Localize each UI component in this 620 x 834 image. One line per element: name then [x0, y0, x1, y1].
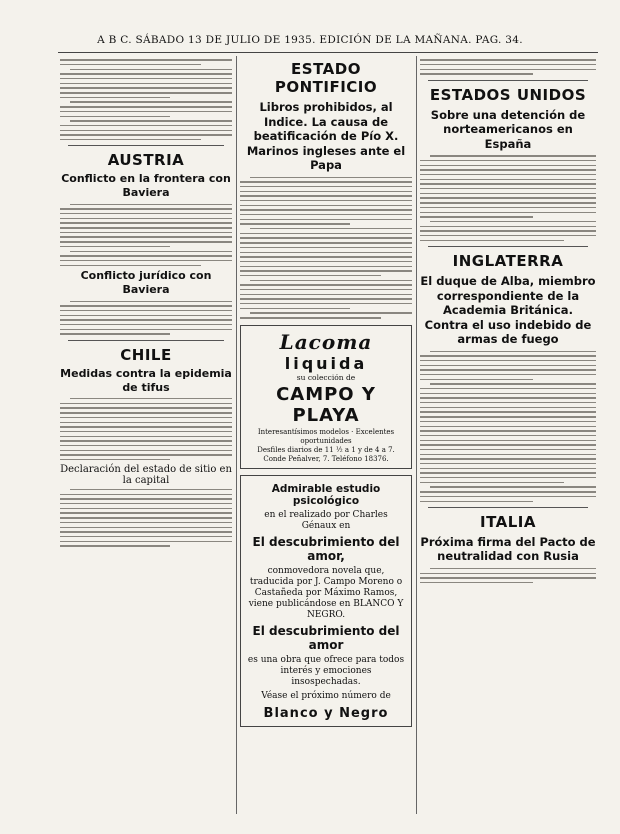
- ad-blanco-y-negro: Blanco y Negro: [263, 705, 389, 721]
- text-block: [420, 351, 596, 502]
- divider: [428, 507, 588, 508]
- ad-desfiles: Desfiles diarios de 11 ½ a 1 y de 4 a 7. Conde Peñalver, 7. Teléfono 18376.: [257, 445, 395, 463]
- text-block: [420, 568, 596, 583]
- ad-liquida: liquida: [284, 353, 368, 373]
- column-divider: [236, 56, 237, 814]
- text-block: [60, 59, 232, 140]
- ad-obra: es una obra que ofrece para todos interés y emociones insospechadas.: [247, 654, 405, 687]
- ad-conmovedora: conmovedora novela que, traducida por J. Campo Moreno o Castañeda por Máximo Ramos, viene publicándose en BLANCO Y NEGRO.: [248, 565, 404, 620]
- headline-italia: ITALIA: [479, 512, 536, 531]
- text-block: [420, 59, 596, 74]
- advertisement-lacoma: [240, 325, 412, 469]
- text-block: [240, 177, 412, 319]
- headline-estados-unidos: ESTADOS UNIDOS: [429, 85, 587, 104]
- header-rule: [58, 52, 598, 53]
- masthead-text: A B C. SÁBADO 13 DE JULIO DE 1935. EDICIÓN DE LA MAÑANA. PAG. 34.: [97, 34, 523, 46]
- divider: [428, 246, 588, 247]
- subhead-frontera: Conflicto en la frontera con Baviera: [61, 172, 231, 200]
- advertisement-blanco-negro: [240, 475, 412, 727]
- headline-estado-pontificio: ESTADO PONTIFICIO: [274, 60, 378, 96]
- ad-campo-playa: CAMPO Y PLAYA: [276, 383, 376, 426]
- ad-vease: Véase el próximo número de: [261, 690, 391, 701]
- ad-title-descubrimiento-2: El descubrimiento del amor: [252, 623, 400, 652]
- text-block: [60, 301, 232, 335]
- divider: [428, 80, 588, 81]
- headline-chile: CHILE: [120, 345, 172, 364]
- ad-admirable: Admirable estudio psicológico: [271, 482, 381, 507]
- ad-coleccion: su colección de: [296, 372, 356, 382]
- subhead-detencion: Sobre una detención de norteamericanos en España: [430, 107, 586, 151]
- divider: [68, 145, 224, 146]
- ad-title-descubrimiento: El descubrimiento del amor,: [252, 534, 400, 563]
- text-block: [60, 398, 232, 460]
- ad-realizado: en el realizado por Charles Génaux en: [264, 509, 388, 531]
- subhead-tifus: Medidas contra la epidemia de tifus: [60, 366, 232, 394]
- subhead-duque-alba: El duque de Alba, miembro correspondiente de la Academia Británica. Contra el uso indebido de armas de fuego: [420, 274, 596, 347]
- divider: [68, 340, 224, 341]
- ad-modelos: Interesantísimos modelos · Excelentes oportunidades: [257, 427, 395, 445]
- ad-logo: Lacoma: [279, 329, 373, 354]
- subhead-estado-sitio: Declaración del estado de sitio en la capital: [60, 463, 232, 486]
- subhead-conflicto: Conflicto jurídico con Baviera: [80, 269, 212, 297]
- subhead-libros-prohibidos: Libros prohibidos, al Indice. La causa de beatificación de Pío X. Marinos ingleses ante el Papa: [246, 100, 406, 172]
- text-block: [60, 489, 232, 547]
- subhead-pacto-neutralidad: Próxima firma del Pacto de neutralidad con Rusia: [420, 534, 596, 564]
- column-3: [420, 56, 596, 814]
- headline-austria: AUSTRIA: [107, 151, 185, 170]
- column-2: [240, 56, 412, 814]
- column-1: [60, 56, 232, 814]
- column-divider: [416, 56, 417, 814]
- text-block: [420, 155, 596, 241]
- headline-inglaterra: INGLATERRA: [452, 252, 564, 271]
- text-block: [60, 204, 232, 266]
- masthead: [0, 34, 620, 52]
